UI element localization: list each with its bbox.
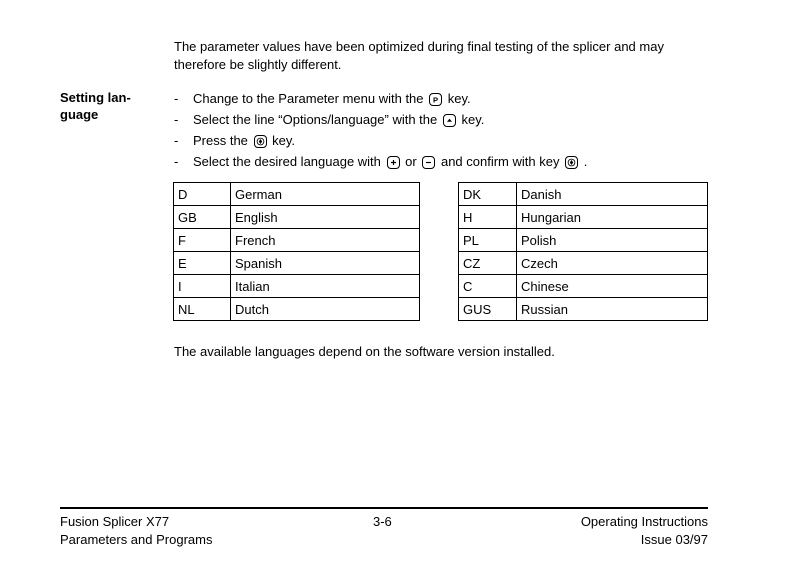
footer-left xyxy=(60,513,212,549)
table-row xyxy=(174,298,420,321)
footer-chapter: Parameters and Programs xyxy=(60,532,213,547)
language-code: GUS xyxy=(459,298,517,321)
step-text: Select the desired language with xyxy=(193,154,381,169)
language-code: I xyxy=(174,275,231,298)
table-row xyxy=(459,206,708,229)
table-row xyxy=(174,252,420,275)
step-text: Press the xyxy=(193,133,248,148)
step-text: key. xyxy=(447,91,471,106)
section-heading-line: Setting lan- xyxy=(60,90,131,105)
step-dash: - xyxy=(174,91,179,106)
language-name: Danish xyxy=(517,183,708,206)
footer-right xyxy=(581,513,708,549)
language-code: NL xyxy=(174,298,231,321)
language-code: F xyxy=(174,229,231,252)
table-row xyxy=(174,275,420,298)
enter-key-icon xyxy=(254,135,267,148)
language-name: Hungarian xyxy=(517,206,708,229)
svg-text:P: P xyxy=(433,95,439,105)
section-heading xyxy=(60,89,131,123)
step-dash: - xyxy=(174,154,179,169)
step-text: key. xyxy=(272,133,296,148)
intro-line: The parameter values have been optimized during final testing of the splicer and may xyxy=(174,39,664,54)
language-name: Polish xyxy=(517,229,708,252)
language-code: C xyxy=(459,275,517,298)
instruction-step xyxy=(174,152,714,173)
language-name: Spanish xyxy=(231,252,420,275)
table-row xyxy=(459,275,708,298)
enter-key-icon xyxy=(565,156,578,169)
instruction-step xyxy=(174,131,714,152)
table-row xyxy=(174,229,420,252)
instruction-steps xyxy=(174,89,714,173)
language-table-right xyxy=(458,182,708,321)
table-row xyxy=(174,206,420,229)
table-row xyxy=(459,298,708,321)
p-key-icon xyxy=(429,93,442,106)
footer-doc-type: Operating Instructions xyxy=(580,514,708,529)
language-code: E xyxy=(174,252,231,275)
instruction-step xyxy=(174,110,714,131)
language-name: Chinese xyxy=(517,275,708,298)
language-code: PL xyxy=(459,229,517,252)
step-text: Change to the Parameter menu with the xyxy=(193,91,424,106)
language-name: Italian xyxy=(231,275,420,298)
table-row xyxy=(459,229,708,252)
section-heading-line: guage xyxy=(60,107,99,122)
footer-issue: Issue 03/97 xyxy=(640,532,708,547)
language-code: D xyxy=(174,183,231,206)
language-table-left xyxy=(173,182,420,321)
language-name: English xyxy=(231,206,420,229)
language-code: DK xyxy=(459,183,517,206)
step-text: and confirm with key xyxy=(440,154,560,169)
step-text: Select the line “Options/language” with the xyxy=(193,112,438,127)
page-number: 3-6 xyxy=(373,514,392,529)
step-dash: - xyxy=(174,112,179,127)
instruction-step xyxy=(174,89,714,110)
language-code: CZ xyxy=(459,252,517,275)
table-row xyxy=(459,252,708,275)
step-text: key. xyxy=(461,112,485,127)
language-name: Russian xyxy=(517,298,708,321)
step-dash: - xyxy=(174,133,179,148)
up-key-icon xyxy=(443,114,456,127)
language-name: French xyxy=(231,229,420,252)
language-name: Dutch xyxy=(231,298,420,321)
table-row xyxy=(174,183,420,206)
minus-key-icon xyxy=(422,156,435,169)
table-row xyxy=(459,183,708,206)
language-code: GB xyxy=(174,206,231,229)
plus-key-icon xyxy=(387,156,400,169)
language-code: H xyxy=(459,206,517,229)
step-text: . xyxy=(583,154,588,169)
language-name: Czech xyxy=(517,252,708,275)
intro-line: therefore be slightly different. xyxy=(174,57,342,72)
footer-product: Fusion Splicer X77 xyxy=(60,514,170,529)
footer-divider xyxy=(60,507,708,509)
availability-note: The available languages depend on the software version installed. xyxy=(174,344,555,359)
step-text: or xyxy=(405,154,417,169)
intro-paragraph xyxy=(174,38,714,74)
language-name: German xyxy=(231,183,420,206)
